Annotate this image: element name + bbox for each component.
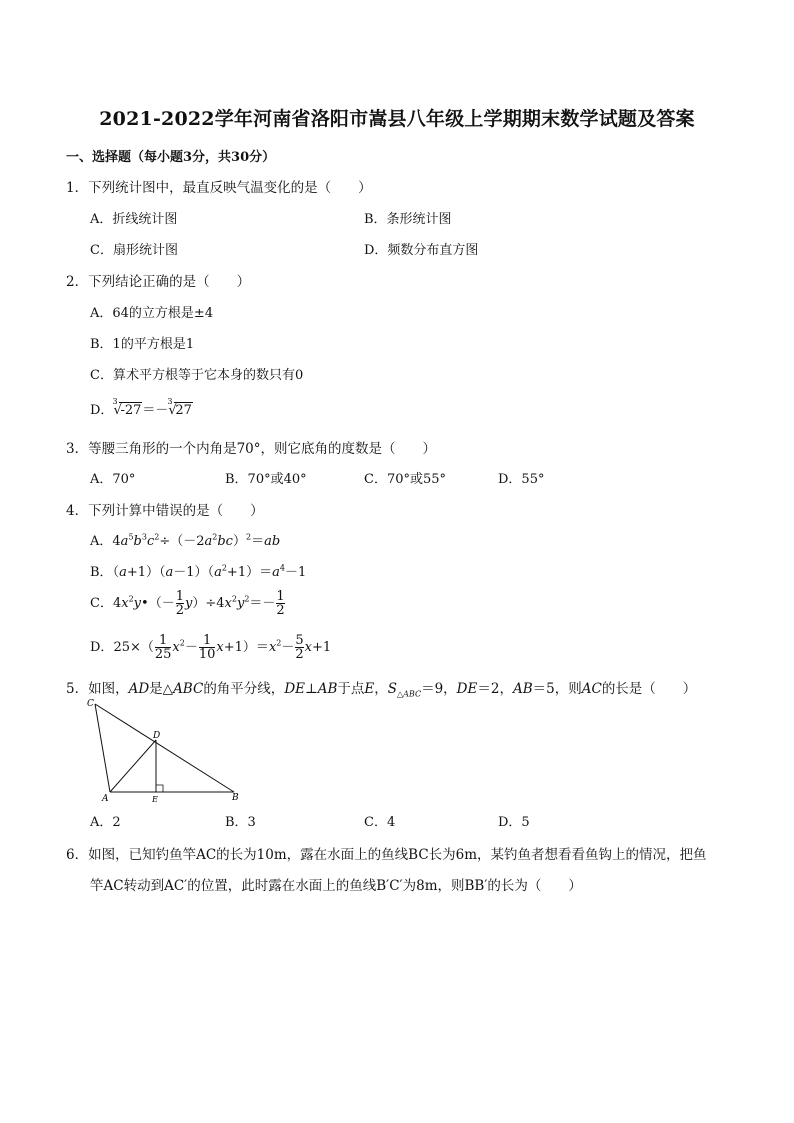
section-heading: 一、选择题（每小题3分，共30分）	[66, 150, 276, 165]
question-5-option-c: C．4	[364, 815, 396, 830]
question-3-option-c: C．70°或55°	[364, 472, 447, 487]
question-1-option-c: C．扇形统计图	[90, 243, 178, 258]
label-b: B	[232, 793, 239, 803]
segment-ad	[110, 740, 156, 792]
label-e: E	[152, 795, 158, 804]
question-3-option-a: A．70°	[90, 472, 136, 487]
question-5-option-b: B．3	[225, 815, 256, 830]
question-4-stem: 4．下列计算中错误的是（ ）	[66, 503, 264, 519]
side-ca	[95, 704, 110, 792]
label-d: D	[153, 731, 161, 741]
question-2-option-c: C．算术平方根等于它本身的数只有0	[90, 368, 304, 383]
question-1-option-d: D．频数分布直方图	[364, 243, 479, 258]
question-4-option-c: C．$4x^2y•(-$ $\frac{1}{2}$ $y)\div 4x^2y^2=-$ $\frac{1}{2}$	[90, 589, 285, 618]
question-2-option-d: D． 3 √ -27＝－ 3 √ 27	[90, 397, 192, 418]
question-3-option-b: B．70°或40°	[225, 472, 307, 487]
label-c: C	[87, 699, 94, 709]
right-angle-mark	[156, 785, 163, 792]
question-5-stem: 5．如图，AD是△ABC的角平分线，DE⊥AB于点E，$S_{\triangle ABC}=9$，DE＝2，AB＝5，则AC的长是（ ）	[66, 681, 697, 699]
question-4-option-a: A．$4a^5b^3c^2\div(-2a^2bc)^2=ab$	[90, 532, 281, 549]
question-2-option-a: A．64的立方根是±4	[90, 306, 214, 321]
question-6-line-1: 6．如图，已知钓鱼竿AC的长为10m，露在水面上的鱼线BC长为6m，某钓鱼者想看看鱼钩上的情况，把鱼	[66, 847, 707, 863]
triangle-figure	[86, 696, 246, 808]
question-2-stem: 2．下列结论正确的是（ ）	[66, 274, 251, 290]
question-2-option-b: B．1的平方根是1	[90, 337, 195, 352]
question-6-line-2: 竿AC转动到AC′的位置，此时露在水面上的鱼线B′C′为8m，则BB′的长为（ ）	[90, 878, 582, 894]
label-a: A	[102, 794, 109, 804]
page-title: 2021-2022学年河南省洛阳市嵩县八年级上学期期末数学试题及答案	[99, 108, 695, 130]
side-cb	[95, 704, 234, 792]
question-3-stem: 3．等腰三角形的一个内角是70°，则它底角的度数是（ ）	[66, 441, 437, 457]
question-5-option-a: A．2	[90, 815, 121, 830]
question-1-option-b: B．条形统计图	[364, 212, 452, 227]
question-4-option-d: D．25×（ $\frac{1}{25}$ $x^2-$ $\frac{1}{10}$ $x+1)=x^2-$ $\frac{5}{2}$ x+1	[90, 633, 332, 662]
question-1-stem: 1．下列统计图中，最直反映气温变化的是（ ）	[66, 180, 372, 196]
question-1-option-a: A．折线统计图	[90, 212, 178, 227]
question-5-option-d: D．5	[498, 815, 530, 830]
question-3-option-d: D．55°	[498, 472, 545, 487]
question-4-option-b: B．$(a+1)(a-1)(a^2+1)=a^4-1$	[90, 563, 307, 580]
